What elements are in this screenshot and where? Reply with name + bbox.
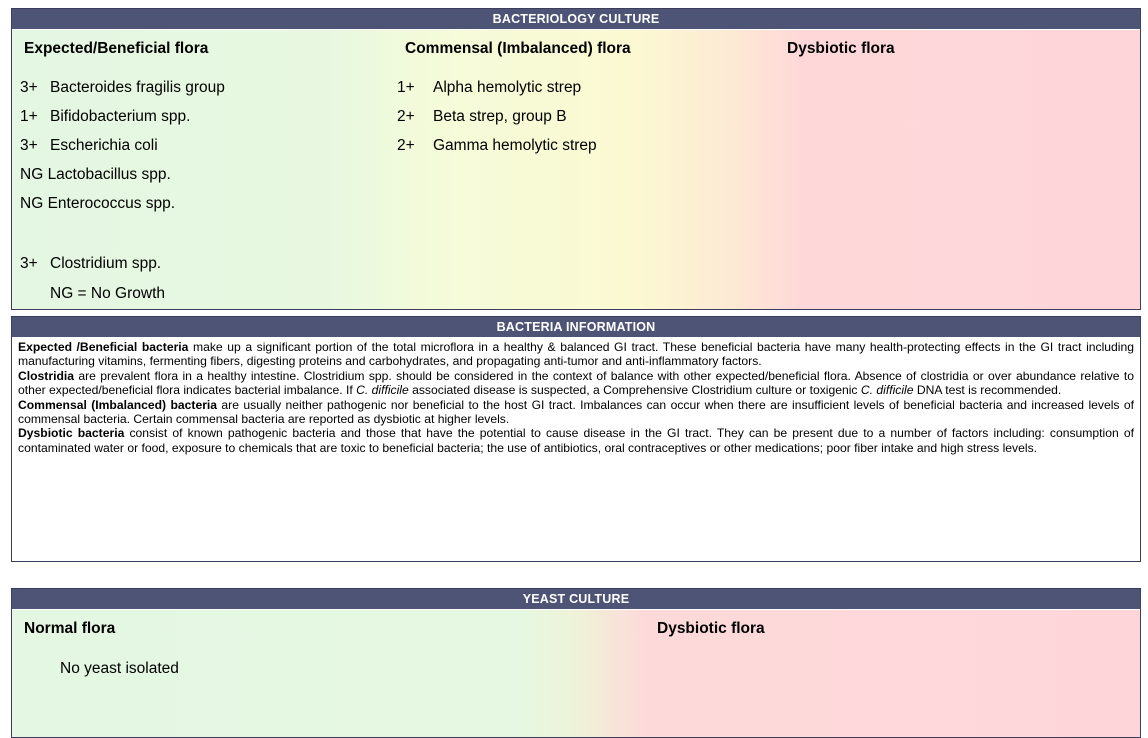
organism-name: Escherichia coli <box>50 137 158 154</box>
growth-grade: 3+ <box>20 79 38 96</box>
clostridia-text: are prevalent flora in a healthy intestine. Clostridium spp. should be considered in the context of balance with other expected/beneficial flora. Absence of clostridia or over abundance relative to other expected/beneficial flora indicates bacterial imbalance. If <box>18 368 1134 398</box>
growth-grade: 3+ <box>20 137 38 154</box>
commensal-bacteria-term: Commensal (Imbalanced) bacteria <box>18 397 218 412</box>
yeast-result: No yeast isolated <box>60 660 179 677</box>
yeast-dysbiotic-flora-heading: Dysbiotic flora <box>657 620 765 637</box>
organism-name: Clostridium spp. <box>50 255 162 272</box>
c-difficile-italic: C. difficile <box>356 383 409 398</box>
organism-name: Bifidobacterium spp. <box>50 108 191 125</box>
expected-flora-item <box>20 137 158 155</box>
growth-legend: NG = No Growth <box>50 285 165 302</box>
growth-grade: 2+ <box>397 108 415 125</box>
organism-name: Gamma hemolytic strep <box>433 137 597 154</box>
bacteriology-culture-body <box>12 30 1140 309</box>
bacteriology-culture-header: BACTERIOLOGY CULTURE <box>12 9 1140 29</box>
clostridia-text: associated disease is suspected, a Comprehensive Clostridium culture or toxigenic <box>408 383 861 398</box>
organism-name: Lactobacillus spp. <box>47 166 171 183</box>
expected-bacteria-paragraph <box>18 340 1134 369</box>
commensal-flora-item <box>397 108 567 126</box>
organism-name: Alpha hemolytic strep <box>433 79 582 96</box>
commensal-flora-item <box>397 79 581 97</box>
growth-grade: NG <box>20 195 44 212</box>
growth-grade: 1+ <box>20 108 38 125</box>
yeast-culture-body <box>12 610 1140 737</box>
clostridia-paragraph <box>18 369 1134 398</box>
dysbiotic-bacteria-term: Dysbiotic bacteria <box>18 426 125 441</box>
expected-flora-item <box>20 255 161 273</box>
dysbiotic-flora-heading: Dysbiotic flora <box>787 40 895 57</box>
bacteria-information-section <box>11 316 1141 562</box>
organism-name: Beta strep, group B <box>433 108 567 125</box>
expected-bacteria-term: Expected /Beneficial bacteria <box>18 340 189 354</box>
c-difficile-italic: C. difficile <box>860 383 914 398</box>
commensal-bacteria-paragraph <box>18 398 1134 427</box>
expected-flora-heading: Expected/Beneficial flora <box>24 40 209 57</box>
bacteriology-culture-section <box>11 8 1141 310</box>
growth-grade: 3+ <box>20 255 38 272</box>
clostridia-term: Clostridia <box>18 368 74 383</box>
expected-flora-item <box>20 195 175 213</box>
normal-flora-heading: Normal flora <box>24 620 116 637</box>
organism-name: Bacteroides fragilis group <box>50 79 225 96</box>
dysbiotic-bacteria-text: consist of known pathogenic bacteria and those that have the potential to cause disease in the GI tract. They can be present due to a number of factors including: consumption of contaminated water or food, exposure to chemicals that are toxic to beneficial bacteria; the use of antibiotics, oral contraceptives or other medications; poor fiber intake and high stress levels. <box>18 426 1134 455</box>
growth-grade: 1+ <box>397 79 415 96</box>
commensal-bacteria-text: are usually neither pathogenic nor beneficial to the host GI tract. Imbalances can occur when there are insufficient levels of beneficial bacteria and increased levels of commensal bacteria. Certain commensal bacteria are reported as dysbiotic at higher levels. <box>18 397 1134 427</box>
yeast-culture-header: YEAST CULTURE <box>12 589 1140 609</box>
growth-grade: 2+ <box>397 137 415 154</box>
commensal-flora-item <box>397 137 597 155</box>
commensal-flora-heading: Commensal (Imbalanced) flora <box>405 40 631 57</box>
expected-flora-item <box>20 108 190 126</box>
bacteria-information-body <box>12 338 1140 561</box>
expected-flora-item <box>20 79 225 97</box>
expected-bacteria-text: make up a significant portion of the total microflora in a healthy & balanced GI tract. These beneficial bacteria have many health-protecting effects in the GI tract including manufacturing vitamins, fermenting fibers, digesting proteins and carbohydrates, and propagating anti-tumor and anti-inflammatory factors. <box>18 340 1134 369</box>
yeast-culture-section <box>11 588 1141 738</box>
growth-grade: NG <box>20 166 44 183</box>
dysbiotic-bacteria-paragraph <box>18 426 1134 455</box>
organism-name: Enterococcus spp. <box>47 195 176 212</box>
expected-flora-item <box>20 166 171 184</box>
clostridia-text: DNA test is recommended. <box>913 383 1062 398</box>
bacteria-information-header: BACTERIA INFORMATION <box>12 317 1140 337</box>
